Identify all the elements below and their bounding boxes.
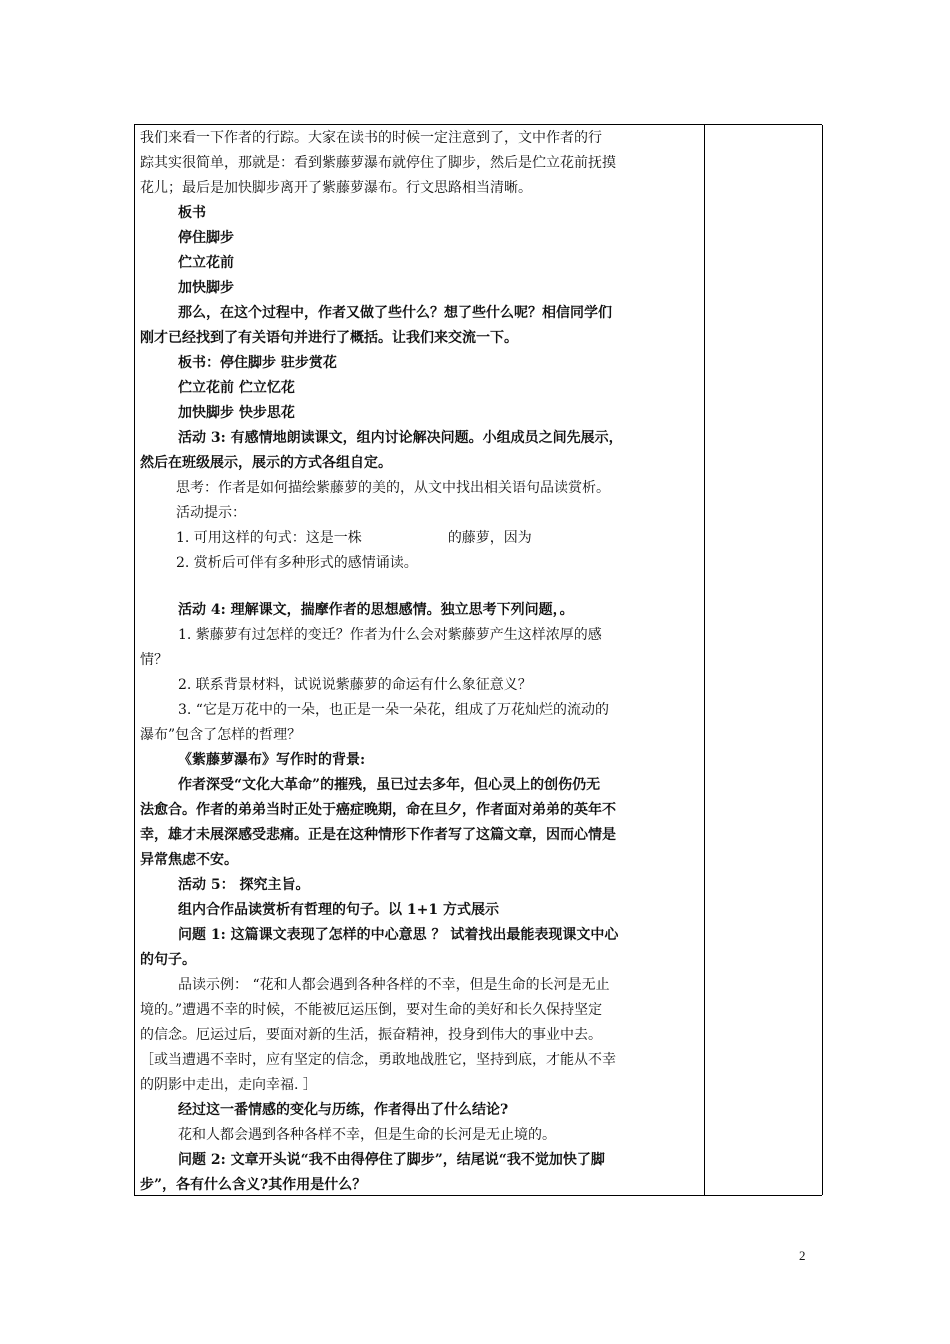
lesson-plan-table <box>134 124 822 1196</box>
text-line-content: 3. “它是万花中的一朵，也正是一朵一朵花，组成了万花灿烂的流动的 <box>178 702 609 718</box>
text-line-content: 活动 3: 有感情地朗读课文，组内讨论解决问题。小组成员之间先展示， <box>178 430 623 446</box>
text-line-content: 花儿；最后是加快脚步离开了紫藤萝瀑布。行文思路相当清晰。 <box>140 180 532 196</box>
text-line-content: 品读示例： “花和人都会遇到各种各样的不幸，但是生命的长河是无止 <box>178 977 610 993</box>
text-line-content: 2. 赏析后可伴有多种形式的感情诵读。 <box>176 555 418 571</box>
text-line-content: 步”，各有什么含义?其作用是什么？ <box>140 1177 367 1193</box>
text-line-content: 情？ <box>140 652 168 668</box>
text-line-content: 思考：作者是如何描绘紫藤萝的美的，从文中找出相关语句品读赏析。 <box>176 480 610 496</box>
text-line <box>140 748 698 773</box>
text-line-content: 踪其实很简单，那就是：看到紫藤萝瀑布就停住了脚步，然后是伫立花前抚摸 <box>140 155 616 171</box>
text-line-content: 活动 4: 理解课文，揣摩作者的思想感情。独立思考下列问题，。 <box>178 602 574 618</box>
text-line <box>140 1048 698 1073</box>
text-line-content: 加快脚步 <box>178 280 234 296</box>
text-line <box>140 948 698 973</box>
text-line <box>140 476 698 501</box>
text-line-content: 问题 2: 文章开头说“我不由得停住了脚步”，结尾说“我不觉加快了脚 <box>178 1152 605 1168</box>
text-line <box>140 673 698 698</box>
text-line <box>140 426 698 451</box>
text-line-content: 2. 联系背景材料，试说说紫藤萝的命运有什么象征意义？ <box>178 677 532 693</box>
text-line-content: 板书：停住脚步 驻步赏花 <box>178 355 337 371</box>
text-line-content: 经过这一番情感的变化与历练，作者得出了什么结论? <box>178 1102 509 1118</box>
text-line <box>140 1148 698 1173</box>
text-line <box>140 551 698 576</box>
text-line <box>140 723 698 748</box>
text-line-content: 的句子。 <box>140 952 196 968</box>
text-line-content: 《紫藤萝瀑布》写作时的背景: <box>178 752 366 768</box>
text-line-content: 停住脚步 <box>178 230 234 246</box>
text-line-content: 板书 <box>178 205 206 221</box>
text-line <box>140 451 698 476</box>
text-line-content: 幸，雄才未展深感受悲痛。正是在这种情形下作者写了这篇文章，因而心情是 <box>140 827 616 843</box>
text-line-content: 异常焦虑不安。 <box>140 852 238 868</box>
table-column-divider <box>704 125 705 1195</box>
text-line <box>140 698 698 723</box>
text-line <box>140 226 698 251</box>
text-line <box>140 923 698 948</box>
text-line <box>140 973 698 998</box>
text-line <box>140 301 698 326</box>
text-line-content: 瀑布”包含了怎样的哲理？ <box>140 727 302 743</box>
text-line-content: 作者深受“文化大革命”的摧残，虽已过去多年，但心灵上的创伤仍无 <box>178 777 601 793</box>
text-line-content: 问题 1: 这篇课文表现了怎样的中心意思 ？ 试着找出最能表现课文中心 <box>178 927 619 943</box>
text-line <box>140 598 698 623</box>
text-line-content: 活动 5： 探究主旨。 <box>178 877 310 893</box>
text-line <box>140 376 698 401</box>
text-line <box>140 1023 698 1048</box>
text-line <box>140 1073 698 1098</box>
text-line <box>140 1123 698 1148</box>
text-line <box>140 873 698 898</box>
text-line <box>140 1098 698 1123</box>
text-line-content: 的阴影中走出，走向幸福. ］ <box>140 1077 317 1093</box>
text-line-content: 活动提示： <box>176 505 246 521</box>
text-line <box>140 201 698 226</box>
table-right-border <box>822 125 823 1195</box>
text-line-content: 伫立花前 伫立忆花 <box>178 380 295 396</box>
text-line <box>140 848 698 873</box>
text-line <box>140 126 698 151</box>
text-line <box>140 151 698 176</box>
text-line <box>140 276 698 301</box>
text-line-content: 花和人都会遇到各种各样不幸，但是生命的长河是无止境的。 <box>178 1127 556 1143</box>
text-line-content: 法愈合。作者的弟弟当时正处于癌症晚期，命在旦夕，作者面对弟弟的英年不 <box>140 802 616 818</box>
text-line-content: 然后在班级展示，展示的方式各组自定。 <box>140 455 392 471</box>
text-line-content: 那么，在这个过程中，作者又做了些什么？想了些什么呢？相信同学们 <box>178 305 612 321</box>
text-line <box>140 898 698 923</box>
blank-line <box>140 576 698 598</box>
text-line <box>140 798 698 823</box>
text-line <box>140 823 698 848</box>
text-line-continuation: 的藤萝，因为 <box>447 530 532 546</box>
text-line-content: 伫立花前 <box>178 255 234 271</box>
text-line-content: 刚才已经找到了有关语句并进行了概括。让我们来交流一下。 <box>140 330 518 346</box>
text-line-content: 我们来看一下作者的行踪。大家在读书的时候一定注意到了，文中作者的行 <box>140 130 602 146</box>
text-line-content: 加快脚步 快步思花 <box>178 405 295 421</box>
text-line <box>140 351 698 376</box>
text-line-content: ［或当遭遇不幸时，应有坚定的信念，勇敢地战胜它，坚持到底，才能从不幸 <box>140 1052 616 1068</box>
text-line <box>140 501 698 526</box>
text-line <box>140 526 698 551</box>
text-line <box>140 176 698 201</box>
text-line-content: 组内合作品读赏析有哲理的句子。以 1+1 方式展示 <box>178 902 499 918</box>
text-line <box>140 998 698 1023</box>
text-line <box>140 1173 698 1198</box>
text-line <box>140 326 698 351</box>
text-line <box>140 648 698 673</box>
text-line-content: 1. 紫藤萝有过怎样的变迁？作者为什么会对紫藤萝产生这样浓厚的感 <box>178 627 602 643</box>
text-line <box>140 401 698 426</box>
text-line <box>140 773 698 798</box>
text-line-content: 的信念。厄运过后，要面对新的生活，振奋精神，投身到伟大的事业中去。 <box>140 1027 602 1043</box>
text-line <box>140 251 698 276</box>
text-line <box>140 623 698 648</box>
table-left-border <box>134 125 135 1195</box>
text-line-content: 境的。”遭遇不幸的时候，不能被厄运压倒，要对生命的美好和长久保持坚定 <box>140 1002 603 1018</box>
lesson-content-cell <box>140 126 698 1198</box>
text-line-content: 1. 可用这样的句式：这是一株 <box>176 530 362 546</box>
page-number: 2 <box>799 1248 806 1263</box>
